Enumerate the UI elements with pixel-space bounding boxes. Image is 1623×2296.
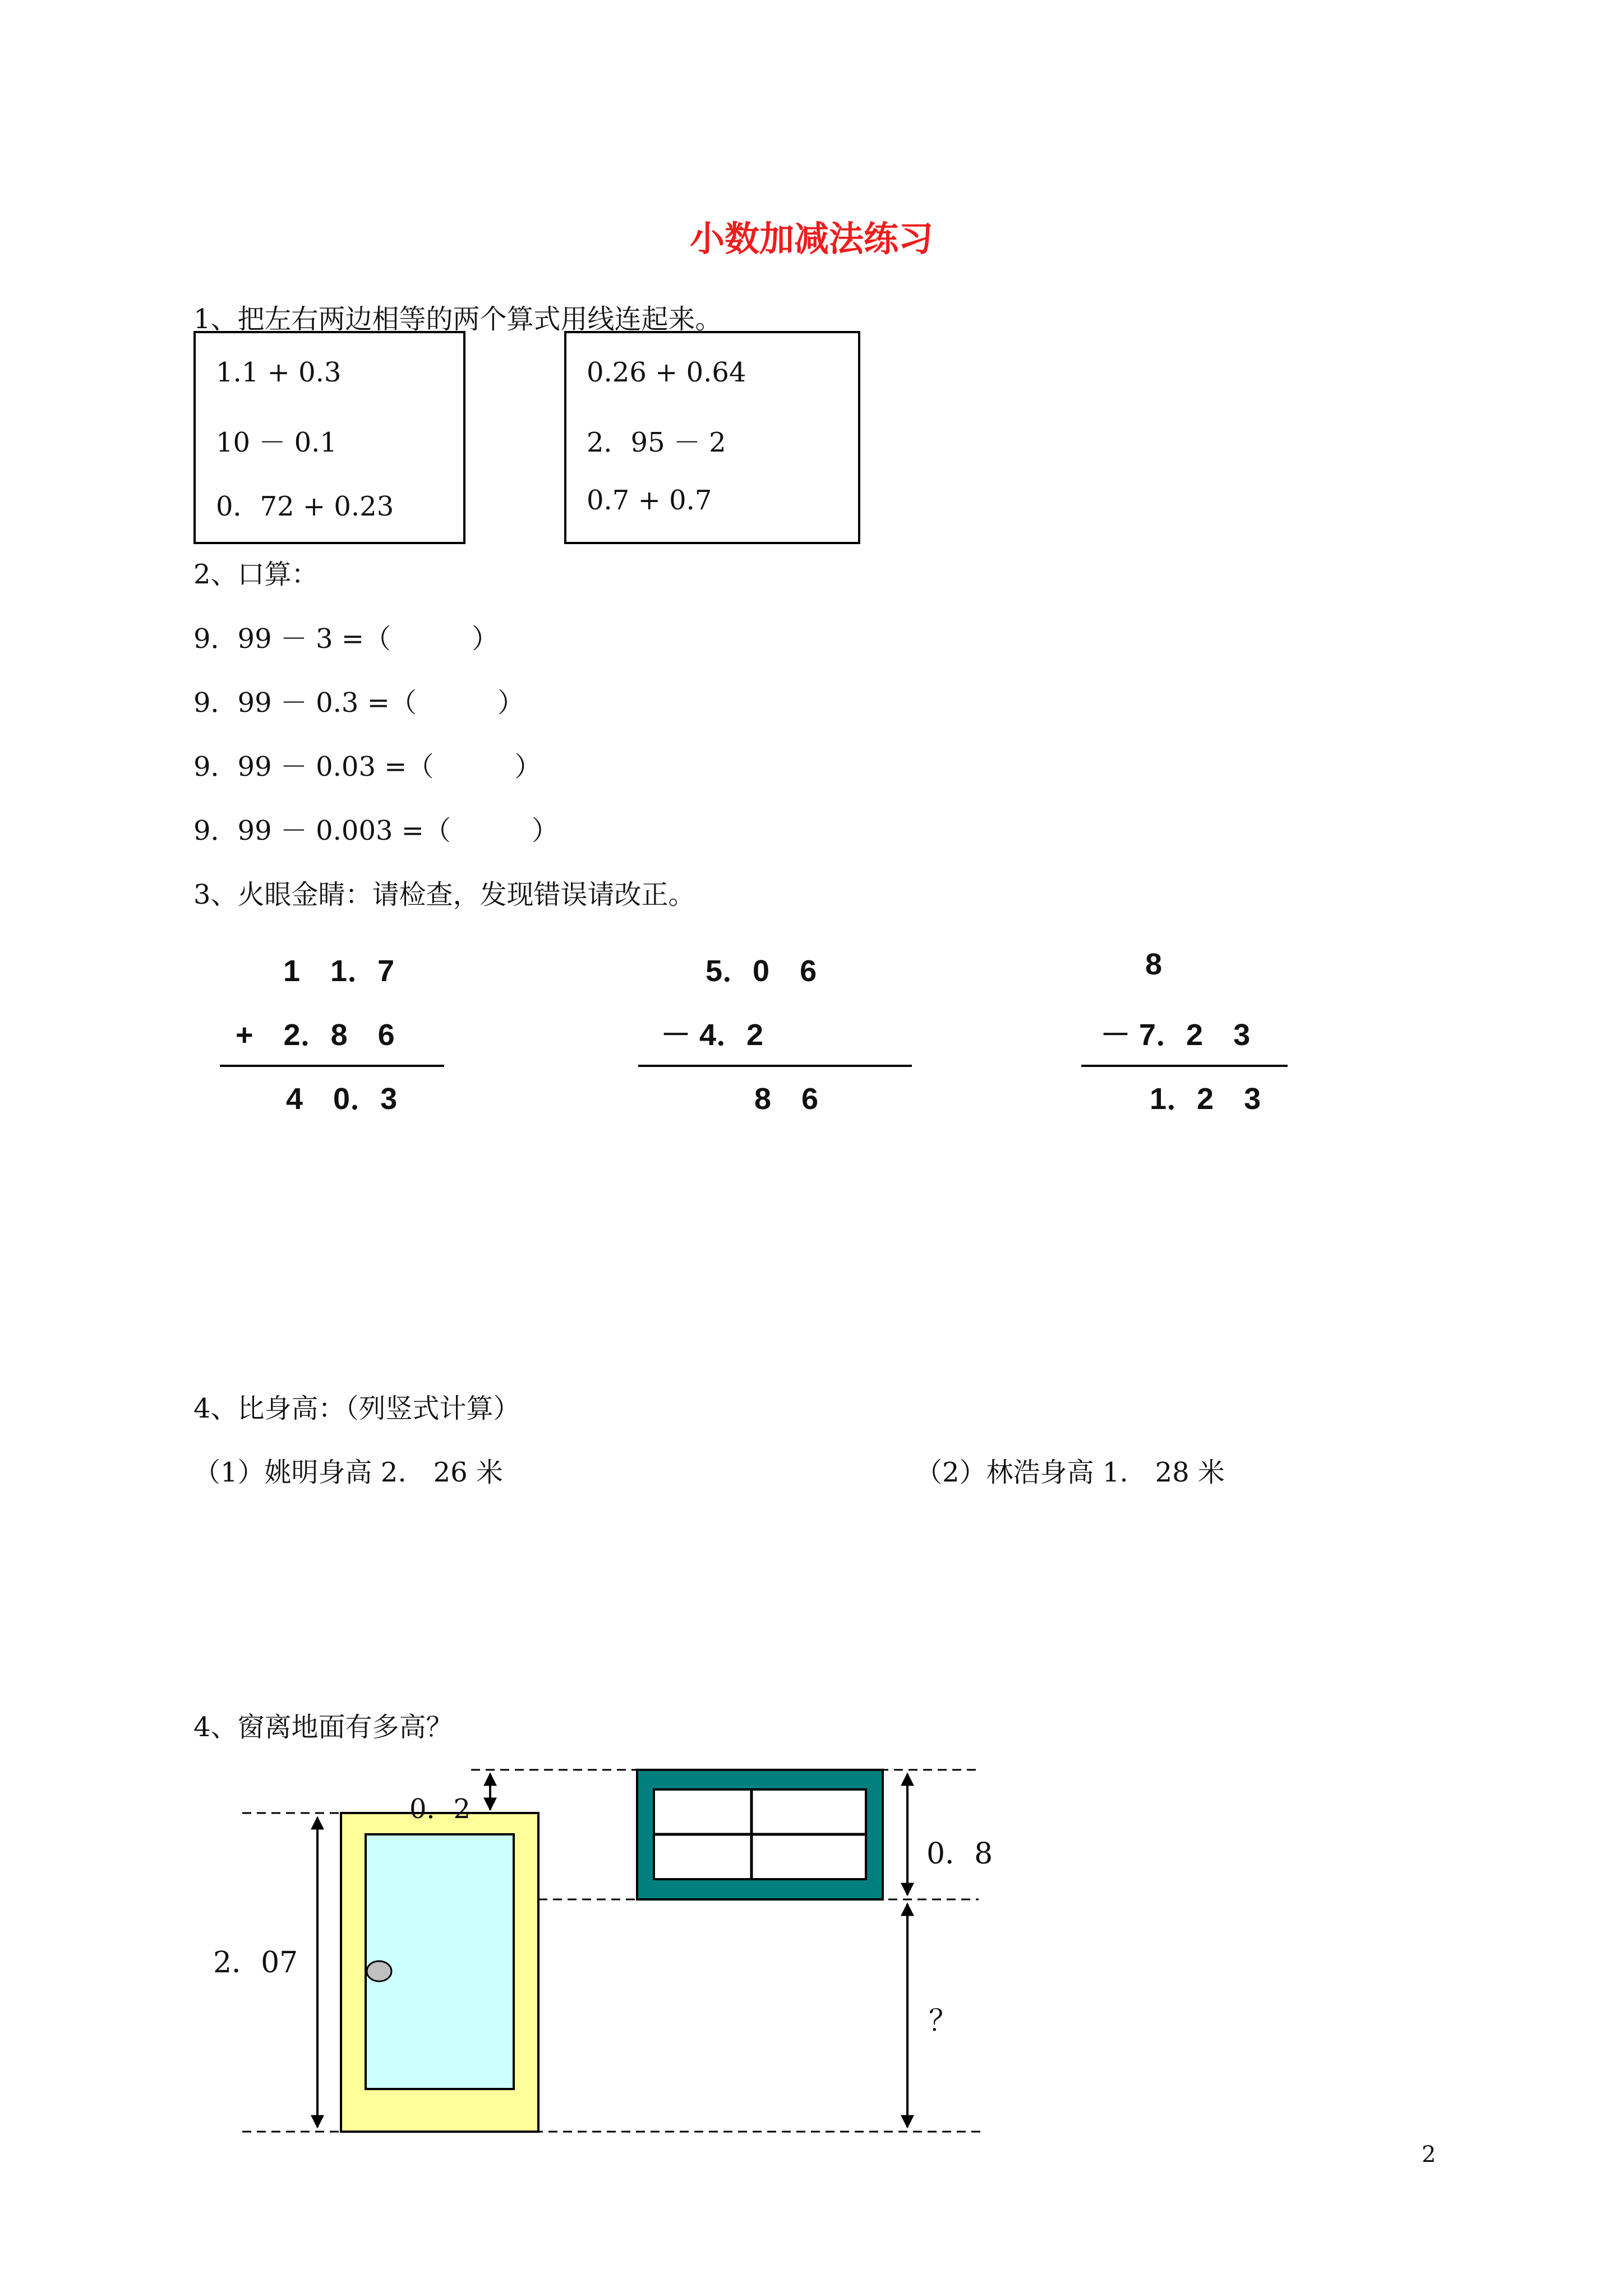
q2-item-2: 9．99 － 0.3 =（ ） [193, 687, 524, 719]
q1-right-expr-2: 2．95 － 2 [587, 427, 726, 458]
door-height-label: 2．07 [213, 1946, 298, 1980]
page-number: 2 [1422, 2142, 1436, 2168]
q3-p2-result: 8 6 [754, 1082, 819, 1116]
door-panel [366, 1834, 514, 2089]
q3-p3-result: 1．2 3 [1150, 1082, 1261, 1116]
q2-prompt: 2、口算： [193, 559, 319, 590]
q1-left-expr-1: 1.1 + 0.3 [216, 357, 342, 388]
q2-item-3: 9．99 － 0.03 =（ ） [193, 751, 542, 783]
q3-p2-top: 5．0 6 [706, 954, 817, 988]
q2-item-4: 9．99 － 0.003 =（ ） [193, 815, 559, 846]
q3-p1-result: 4 0．3 [286, 1082, 398, 1116]
q2-item-1: 9．99 － 3 =（ ） [193, 623, 499, 655]
q1-right-expr-1: 0.26 + 0.64 [587, 357, 746, 388]
q3-prompt: 3、火眼金睛：请检查，发现错误请改正。 [193, 879, 695, 910]
door-knob [367, 1961, 391, 1981]
q4-item-1: （1）姚明身高 2. 26 米 [193, 1457, 503, 1488]
page-title: 小数加减法练习 [689, 218, 933, 259]
gap-label: 0．2 [409, 1793, 471, 1825]
q1-left-expr-2: 10 － 0.1 [216, 427, 337, 458]
unknown-height-label: ？ [929, 2004, 958, 2038]
q3-p3-top: 8 [1145, 947, 1163, 981]
q3-p3-middle: － 7．2 3 [1100, 1018, 1251, 1052]
q4-prompt: 4、比身高：（列竖式计算） [193, 1393, 520, 1424]
q5-prompt: 4、窗离地面有多高？ [193, 1711, 453, 1743]
q4-item-2: （2）林浩身高 1. 28 米 [915, 1457, 1225, 1488]
q1-right-expr-3: 0.7 + 0.7 [587, 485, 712, 516]
q1-left-expr-3: 0．72 + 0.23 [216, 491, 394, 522]
q3-p1-middle: + 2．8 6 [236, 1018, 395, 1052]
q3-p2-middle: － 4．2 [661, 1018, 764, 1052]
q3-p1-top: 1 1．7 [283, 954, 395, 988]
window-height-label: 0．8 [926, 1837, 993, 1871]
q1-prompt: 1、把左右两边相等的两个算式用线连起来。 [193, 303, 722, 335]
